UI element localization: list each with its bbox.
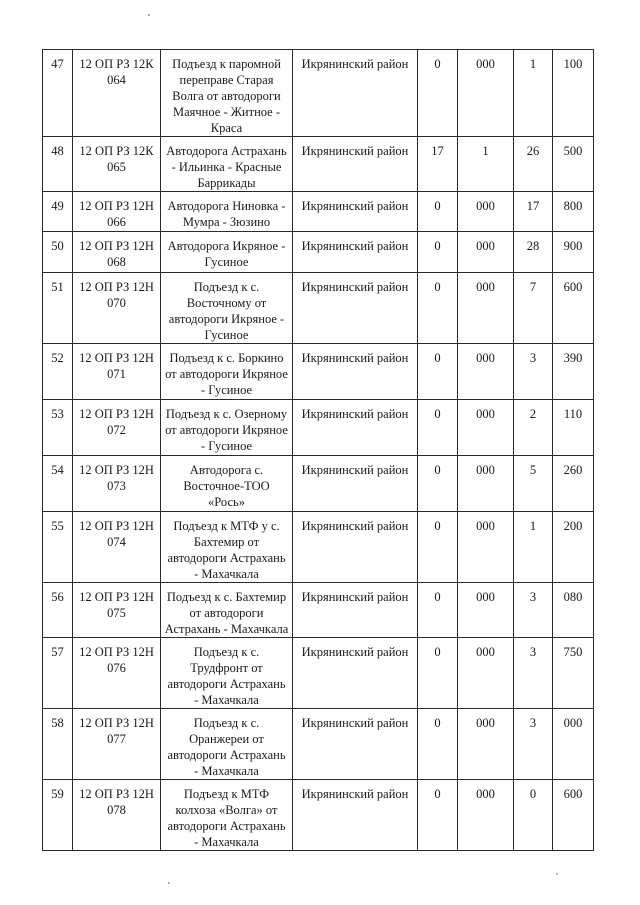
road-name: Автодорога Астрахань - Ильинка - Красные Баррикады (161, 137, 293, 192)
district: Икрянинский район (293, 400, 418, 456)
road-name: Подъезд к с. Восточному от автодороги Икряное - Гусиное (161, 273, 293, 344)
start-m: 1 (458, 137, 514, 192)
district: Икрянинский район (293, 273, 418, 344)
district: Икрянинский район (293, 232, 418, 273)
road-id: 12 ОП РЗ 12Н 078 (73, 780, 161, 851)
start-m: 000 (458, 273, 514, 344)
row-number: 54 (43, 456, 73, 512)
end-m: 390 (553, 344, 594, 400)
end-km: 3 (514, 638, 553, 709)
road-id: 12 ОП РЗ 12Н 075 (73, 583, 161, 638)
end-km: 3 (514, 583, 553, 638)
table-row (43, 273, 594, 344)
start-km: 0 (418, 780, 458, 851)
start-m: 000 (458, 50, 514, 137)
end-km: 3 (514, 709, 553, 780)
start-km: 0 (418, 273, 458, 344)
district: Икрянинский район (293, 638, 418, 709)
start-km: 0 (418, 512, 458, 583)
road-name: Подъезд к с. Трудфронт от автодороги Астрахань - Махачкала (161, 638, 293, 709)
table-row (43, 232, 594, 273)
row-number: 53 (43, 400, 73, 456)
start-km: 0 (418, 456, 458, 512)
table-row (43, 344, 594, 400)
district: Икрянинский район (293, 709, 418, 780)
start-m: 000 (458, 583, 514, 638)
end-m: 260 (553, 456, 594, 512)
table-row (43, 709, 594, 780)
road-name: Подъезд к паромной переправе Старая Волга от автодороги Маячное - Житное - Краса (161, 50, 293, 137)
district: Икрянинский район (293, 344, 418, 400)
road-id: 12 ОП РЗ 12Н 066 (73, 192, 161, 232)
row-number: 55 (43, 512, 73, 583)
table-row (43, 512, 594, 583)
table-row (43, 456, 594, 512)
start-km: 17 (418, 137, 458, 192)
start-m: 000 (458, 192, 514, 232)
road-id: 12 ОП РЗ 12Н 068 (73, 232, 161, 273)
road-name: Подъезд к с. Оранжереи от автодороги Астрахань - Махачкала (161, 709, 293, 780)
road-name: Автодорога Ниновка - Мумра - Зюзино (161, 192, 293, 232)
end-m: 600 (553, 780, 594, 851)
table-row (43, 780, 594, 851)
end-m: 110 (553, 400, 594, 456)
road-name: Подъезд к МТФ у с. Бахтемир от автодороги Астрахань - Махачкала (161, 512, 293, 583)
road-name: Подъезд к с. Боркино от автодороги Икряное - Гусиное (161, 344, 293, 400)
row-number: 52 (43, 344, 73, 400)
row-number: 56 (43, 583, 73, 638)
road-name: Автодорога с. Восточное-ТОО «Рось» (161, 456, 293, 512)
end-km: 2 (514, 400, 553, 456)
start-km: 0 (418, 638, 458, 709)
end-m: 500 (553, 137, 594, 192)
end-m: 100 (553, 50, 594, 137)
row-number: 49 (43, 192, 73, 232)
row-number: 50 (43, 232, 73, 273)
road-id: 12 ОП РЗ 12Н 070 (73, 273, 161, 344)
table-row (43, 583, 594, 638)
end-km: 26 (514, 137, 553, 192)
row-number: 58 (43, 709, 73, 780)
row-number: 51 (43, 273, 73, 344)
end-m: 900 (553, 232, 594, 273)
start-m: 000 (458, 400, 514, 456)
end-km: 28 (514, 232, 553, 273)
table-row (43, 638, 594, 709)
end-m: 800 (553, 192, 594, 232)
end-km: 7 (514, 273, 553, 344)
table-row (43, 192, 594, 232)
start-m: 000 (458, 512, 514, 583)
start-m: 000 (458, 780, 514, 851)
row-number: 48 (43, 137, 73, 192)
end-km: 1 (514, 512, 553, 583)
start-m: 000 (458, 638, 514, 709)
scan-speck (168, 882, 170, 884)
road-id: 12 ОП РЗ 12Н 073 (73, 456, 161, 512)
start-m: 000 (458, 344, 514, 400)
road-id: 12 ОП РЗ 12Н 076 (73, 638, 161, 709)
road-name: Подъезд к с. Бахтемир от автодороги Астрахань - Махачкала (161, 583, 293, 638)
road-name: Подъезд к с. Озерному от автодороги Икряное - Гусиное (161, 400, 293, 456)
start-m: 000 (458, 456, 514, 512)
start-km: 0 (418, 50, 458, 137)
start-km: 0 (418, 709, 458, 780)
district: Икрянинский район (293, 456, 418, 512)
table-row (43, 137, 594, 192)
start-km: 0 (418, 232, 458, 273)
road-id: 12 ОП РЗ 12Н 074 (73, 512, 161, 583)
roads-table (42, 49, 594, 851)
road-name: Подъезд к МТФ колхоза «Волга» от автодороги Астрахань - Махачкала (161, 780, 293, 851)
start-km: 0 (418, 192, 458, 232)
end-km: 0 (514, 780, 553, 851)
district: Икрянинский район (293, 192, 418, 232)
start-km: 0 (418, 344, 458, 400)
district: Икрянинский район (293, 512, 418, 583)
row-number: 59 (43, 780, 73, 851)
start-km: 0 (418, 400, 458, 456)
district: Икрянинский район (293, 583, 418, 638)
district: Икрянинский район (293, 137, 418, 192)
start-km: 0 (418, 583, 458, 638)
district: Икрянинский район (293, 780, 418, 851)
start-m: 000 (458, 709, 514, 780)
table-row (43, 400, 594, 456)
road-name: Автодорога Икряное - Гусиное (161, 232, 293, 273)
start-m: 000 (458, 232, 514, 273)
scan-speck (148, 14, 150, 16)
row-number: 47 (43, 50, 73, 137)
end-m: 600 (553, 273, 594, 344)
row-number: 57 (43, 638, 73, 709)
end-m: 000 (553, 709, 594, 780)
road-id: 12 ОП РЗ 12К 064 (73, 50, 161, 137)
road-id: 12 ОП РЗ 12К 065 (73, 137, 161, 192)
table-row (43, 50, 594, 137)
district: Икрянинский район (293, 50, 418, 137)
end-m: 200 (553, 512, 594, 583)
end-km: 3 (514, 344, 553, 400)
road-id: 12 ОП РЗ 12Н 072 (73, 400, 161, 456)
road-id: 12 ОП РЗ 12Н 071 (73, 344, 161, 400)
end-km: 5 (514, 456, 553, 512)
scan-speck (556, 873, 558, 875)
end-km: 17 (514, 192, 553, 232)
road-id: 12 ОП РЗ 12Н 077 (73, 709, 161, 780)
end-m: 750 (553, 638, 594, 709)
end-km: 1 (514, 50, 553, 137)
end-m: 080 (553, 583, 594, 638)
